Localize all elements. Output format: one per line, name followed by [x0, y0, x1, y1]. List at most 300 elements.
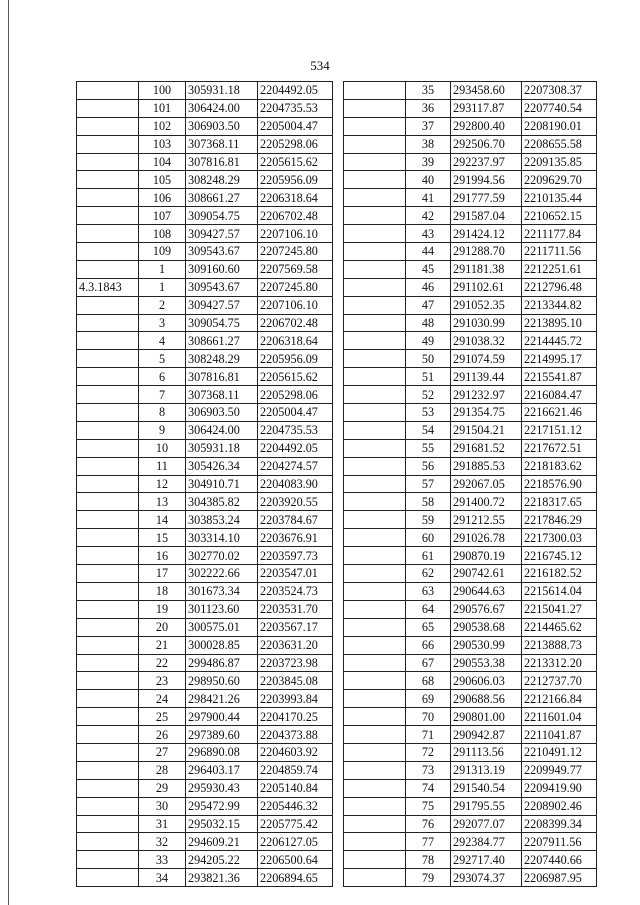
x-coordinate-cell: 291038.32	[451, 332, 522, 350]
y-coordinate-cell: 2211601.04	[522, 708, 597, 726]
y-coordinate-cell: 2213344.82	[522, 296, 597, 314]
x-coordinate-cell: 293117.87	[451, 99, 522, 117]
x-coordinate-cell: 309054.75	[186, 207, 258, 225]
point-number-cell: 5	[139, 350, 186, 368]
y-coordinate-cell: 2218317.65	[522, 493, 597, 511]
y-coordinate-cell: 2203631.20	[258, 636, 333, 654]
x-coordinate-cell: 290530.99	[451, 636, 522, 654]
x-coordinate-cell: 301673.34	[186, 582, 258, 600]
x-coordinate-cell: 291994.56	[451, 171, 522, 189]
point-number-cell: 18	[139, 582, 186, 600]
point-number-cell: 102	[139, 117, 186, 135]
point-number-cell: 30	[139, 797, 186, 815]
date-cell	[77, 350, 139, 368]
point-number-cell: 63	[406, 582, 451, 600]
y-coordinate-cell: 2210652.15	[522, 207, 597, 225]
point-number-cell: 11	[139, 457, 186, 475]
table-row	[77, 386, 333, 404]
x-coordinate-cell: 290742.61	[451, 565, 522, 583]
point-number-cell: 29	[139, 779, 186, 797]
date-cell	[344, 600, 406, 618]
table-row	[344, 851, 597, 869]
x-coordinate-cell: 304385.82	[186, 493, 258, 511]
table-row	[77, 636, 333, 654]
date-cell	[77, 439, 139, 457]
date-cell	[344, 457, 406, 475]
date-cell	[344, 708, 406, 726]
table-row	[77, 171, 333, 189]
date-cell	[77, 779, 139, 797]
y-coordinate-cell: 2203567.17	[258, 618, 333, 636]
date-cell	[344, 278, 406, 296]
y-coordinate-cell: 2203524.73	[258, 582, 333, 600]
point-number-cell: 51	[406, 368, 451, 386]
point-number-cell: 22	[139, 654, 186, 672]
point-number-cell: 44	[406, 243, 451, 261]
table-row	[344, 779, 597, 797]
date-cell	[344, 815, 406, 833]
point-number-cell: 16	[139, 547, 186, 565]
date-cell	[77, 135, 139, 153]
date-cell	[344, 636, 406, 654]
table-row	[77, 207, 333, 225]
x-coordinate-cell: 291052.35	[451, 296, 522, 314]
y-coordinate-cell: 2212737.70	[522, 672, 597, 690]
point-number-cell: 46	[406, 278, 451, 296]
y-coordinate-cell: 2206702.48	[258, 207, 333, 225]
date-cell	[344, 225, 406, 243]
point-number-cell: 71	[406, 726, 451, 744]
x-coordinate-cell: 291681.52	[451, 439, 522, 457]
y-coordinate-cell: 2203676.91	[258, 529, 333, 547]
date-cell	[344, 761, 406, 779]
y-coordinate-cell: 2206500.64	[258, 851, 333, 869]
table-row	[344, 690, 597, 708]
x-coordinate-cell: 308661.27	[186, 332, 258, 350]
y-coordinate-cell: 2203784.67	[258, 511, 333, 529]
table-row	[77, 708, 333, 726]
table-row	[77, 815, 333, 833]
table-row	[344, 278, 597, 296]
x-coordinate-cell: 293458.60	[451, 82, 522, 100]
date-cell	[77, 243, 139, 261]
y-coordinate-cell: 2204373.88	[258, 726, 333, 744]
y-coordinate-cell: 2205956.09	[258, 171, 333, 189]
table-row	[344, 439, 597, 457]
point-number-cell: 68	[406, 672, 451, 690]
date-cell	[77, 386, 139, 404]
table-row	[344, 171, 597, 189]
date-cell	[77, 726, 139, 744]
x-coordinate-cell: 290688.56	[451, 690, 522, 708]
date-cell	[344, 189, 406, 207]
table-row	[77, 618, 333, 636]
y-coordinate-cell: 2211177.84	[522, 225, 597, 243]
x-coordinate-cell: 297389.60	[186, 726, 258, 744]
point-number-cell: 60	[406, 529, 451, 547]
y-coordinate-cell: 2218183.62	[522, 457, 597, 475]
x-coordinate-cell: 290644.63	[451, 582, 522, 600]
x-coordinate-cell: 305426.34	[186, 457, 258, 475]
date-cell	[344, 135, 406, 153]
date-cell	[77, 511, 139, 529]
date-cell	[77, 189, 139, 207]
table-row	[77, 654, 333, 672]
point-number-cell: 32	[139, 833, 186, 851]
x-coordinate-cell: 291113.56	[451, 743, 522, 761]
y-coordinate-cell: 2207740.54	[522, 99, 597, 117]
point-number-cell: 42	[406, 207, 451, 225]
y-coordinate-cell: 2217846.29	[522, 511, 597, 529]
date-cell	[344, 296, 406, 314]
point-number-cell: 36	[406, 99, 451, 117]
point-number-cell: 69	[406, 690, 451, 708]
point-number-cell: 48	[406, 314, 451, 332]
point-number-cell: 14	[139, 511, 186, 529]
table-row	[77, 278, 333, 296]
point-number-cell: 79	[406, 869, 451, 887]
table-row	[344, 493, 597, 511]
y-coordinate-cell: 2206702.48	[258, 314, 333, 332]
y-coordinate-cell: 2218576.90	[522, 475, 597, 493]
table-row	[344, 457, 597, 475]
point-number-cell: 76	[406, 815, 451, 833]
point-number-cell: 20	[139, 618, 186, 636]
x-coordinate-cell: 290538.68	[451, 618, 522, 636]
date-cell	[77, 368, 139, 386]
table-row	[344, 135, 597, 153]
date-cell	[77, 547, 139, 565]
x-coordinate-cell: 292800.40	[451, 117, 522, 135]
date-cell	[77, 153, 139, 171]
date-cell	[344, 260, 406, 278]
point-number-cell: 49	[406, 332, 451, 350]
point-number-cell: 4	[139, 332, 186, 350]
date-cell	[344, 493, 406, 511]
table-row	[344, 368, 597, 386]
y-coordinate-cell: 2206318.64	[258, 189, 333, 207]
table-row	[344, 332, 597, 350]
point-number-cell: 7	[139, 386, 186, 404]
point-number-cell: 41	[406, 189, 451, 207]
x-coordinate-cell: 302770.02	[186, 547, 258, 565]
x-coordinate-cell: 291181.38	[451, 260, 522, 278]
x-coordinate-cell: 291026.78	[451, 529, 522, 547]
date-cell	[344, 332, 406, 350]
y-coordinate-cell: 2205298.06	[258, 386, 333, 404]
point-number-cell: 54	[406, 421, 451, 439]
point-number-cell: 106	[139, 189, 186, 207]
table-row	[77, 672, 333, 690]
table-row	[344, 797, 597, 815]
table-row	[344, 761, 597, 779]
table-row	[77, 332, 333, 350]
date-cell	[344, 690, 406, 708]
table-row	[77, 493, 333, 511]
table-row	[344, 708, 597, 726]
x-coordinate-cell: 305931.18	[186, 439, 258, 457]
table-row	[77, 457, 333, 475]
table-row	[344, 314, 597, 332]
point-number-cell: 35	[406, 82, 451, 100]
x-coordinate-cell: 291777.59	[451, 189, 522, 207]
y-coordinate-cell: 2205004.47	[258, 117, 333, 135]
y-coordinate-cell: 2206127.05	[258, 833, 333, 851]
y-coordinate-cell: 2217672.51	[522, 439, 597, 457]
point-number-cell: 27	[139, 743, 186, 761]
y-coordinate-cell: 2211711.56	[522, 243, 597, 261]
table-row	[77, 475, 333, 493]
date-cell	[344, 582, 406, 600]
table-row	[344, 743, 597, 761]
date-cell	[77, 815, 139, 833]
date-cell	[77, 260, 139, 278]
y-coordinate-cell: 2212166.84	[522, 690, 597, 708]
x-coordinate-cell: 290942.87	[451, 726, 522, 744]
x-coordinate-cell: 300575.01	[186, 618, 258, 636]
table-row	[77, 869, 333, 887]
table-row	[77, 189, 333, 207]
date-cell	[77, 207, 139, 225]
y-coordinate-cell: 2216084.47	[522, 386, 597, 404]
table-row	[344, 654, 597, 672]
date-cell	[77, 833, 139, 851]
table-row	[344, 547, 597, 565]
date-cell	[77, 82, 139, 100]
y-coordinate-cell: 2203597.73	[258, 547, 333, 565]
table-row	[344, 99, 597, 117]
x-coordinate-cell: 291354.75	[451, 404, 522, 422]
x-coordinate-cell: 292384.77	[451, 833, 522, 851]
y-coordinate-cell: 2208190.01	[522, 117, 597, 135]
point-number-cell: 8	[139, 404, 186, 422]
x-coordinate-cell: 309427.57	[186, 296, 258, 314]
x-coordinate-cell: 291504.21	[451, 421, 522, 439]
date-cell	[344, 99, 406, 117]
y-coordinate-cell: 2203547.01	[258, 565, 333, 583]
x-coordinate-cell: 291587.04	[451, 207, 522, 225]
point-number-cell: 47	[406, 296, 451, 314]
y-coordinate-cell: 2203531.70	[258, 600, 333, 618]
y-coordinate-cell: 2207245.80	[258, 243, 333, 261]
y-coordinate-cell: 2203920.55	[258, 493, 333, 511]
date-cell	[344, 779, 406, 797]
table-row	[77, 243, 333, 261]
table-row	[344, 225, 597, 243]
x-coordinate-cell: 302222.66	[186, 565, 258, 583]
x-coordinate-cell: 290870.19	[451, 547, 522, 565]
date-cell	[344, 618, 406, 636]
date-cell	[77, 797, 139, 815]
table-row	[344, 636, 597, 654]
table-row	[344, 529, 597, 547]
date-cell	[77, 690, 139, 708]
y-coordinate-cell: 2211041.87	[522, 726, 597, 744]
x-coordinate-cell: 291400.72	[451, 493, 522, 511]
y-coordinate-cell: 2216745.12	[522, 547, 597, 565]
x-coordinate-cell: 295930.43	[186, 779, 258, 797]
table-row	[344, 672, 597, 690]
table-row	[77, 439, 333, 457]
date-cell	[344, 475, 406, 493]
point-number-cell: 75	[406, 797, 451, 815]
point-number-cell: 19	[139, 600, 186, 618]
date-cell	[77, 314, 139, 332]
x-coordinate-cell: 294609.21	[186, 833, 258, 851]
point-number-cell: 34	[139, 869, 186, 887]
point-number-cell: 105	[139, 171, 186, 189]
point-number-cell: 31	[139, 815, 186, 833]
date-cell	[344, 547, 406, 565]
date-cell	[77, 654, 139, 672]
y-coordinate-cell: 2207106.10	[258, 225, 333, 243]
y-coordinate-cell: 2217300.03	[522, 529, 597, 547]
table-row	[77, 368, 333, 386]
point-number-cell: 3	[139, 314, 186, 332]
y-coordinate-cell: 2210491.12	[522, 743, 597, 761]
x-coordinate-cell: 293074.37	[451, 869, 522, 887]
table-row	[77, 690, 333, 708]
date-cell: 4.3.1843	[77, 278, 139, 296]
table-row	[77, 726, 333, 744]
date-cell	[77, 618, 139, 636]
table-row	[344, 82, 597, 100]
date-cell	[344, 797, 406, 815]
point-number-cell: 33	[139, 851, 186, 869]
y-coordinate-cell: 2208902.46	[522, 797, 597, 815]
point-number-cell: 39	[406, 153, 451, 171]
x-coordinate-cell: 291030.99	[451, 314, 522, 332]
y-coordinate-cell: 2203993.84	[258, 690, 333, 708]
date-cell	[77, 708, 139, 726]
x-coordinate-cell: 291885.53	[451, 457, 522, 475]
y-coordinate-cell: 2209135.85	[522, 153, 597, 171]
coordinate-table-right	[343, 81, 597, 887]
y-coordinate-cell: 2207245.80	[258, 278, 333, 296]
date-cell	[344, 511, 406, 529]
y-coordinate-cell: 2204492.05	[258, 439, 333, 457]
y-coordinate-cell: 2205615.62	[258, 153, 333, 171]
y-coordinate-cell: 2214465.62	[522, 618, 597, 636]
table-row	[344, 243, 597, 261]
x-coordinate-cell: 307368.11	[186, 386, 258, 404]
point-number-cell: 2	[139, 296, 186, 314]
date-cell	[77, 851, 139, 869]
y-coordinate-cell: 2212251.61	[522, 260, 597, 278]
page-number: 534	[310, 58, 330, 73]
x-coordinate-cell: 301123.60	[186, 600, 258, 618]
date-cell	[77, 565, 139, 583]
date-cell	[77, 743, 139, 761]
y-coordinate-cell: 2209629.70	[522, 171, 597, 189]
date-cell	[344, 314, 406, 332]
point-number-cell: 23	[139, 672, 186, 690]
x-coordinate-cell: 298421.26	[186, 690, 258, 708]
table-row	[344, 153, 597, 171]
date-cell	[344, 529, 406, 547]
x-coordinate-cell: 304910.71	[186, 475, 258, 493]
x-coordinate-cell: 300028.85	[186, 636, 258, 654]
date-cell	[344, 82, 406, 100]
table-row	[344, 600, 597, 618]
y-coordinate-cell: 2206894.65	[258, 869, 333, 887]
table-row	[77, 421, 333, 439]
x-coordinate-cell: 291540.54	[451, 779, 522, 797]
point-number-cell: 45	[406, 260, 451, 278]
x-coordinate-cell: 303314.10	[186, 529, 258, 547]
y-coordinate-cell: 2205004.47	[258, 404, 333, 422]
date-cell	[344, 350, 406, 368]
y-coordinate-cell: 2212796.48	[522, 278, 597, 296]
date-cell	[77, 225, 139, 243]
table-row	[344, 207, 597, 225]
date-cell	[344, 207, 406, 225]
point-number-cell: 55	[406, 439, 451, 457]
x-coordinate-cell: 290606.03	[451, 672, 522, 690]
point-number-cell: 43	[406, 225, 451, 243]
point-number-cell: 64	[406, 600, 451, 618]
date-cell	[77, 99, 139, 117]
x-coordinate-cell: 295472.99	[186, 797, 258, 815]
y-coordinate-cell: 2204274.57	[258, 457, 333, 475]
point-number-cell: 10	[139, 439, 186, 457]
y-coordinate-cell: 2203723.98	[258, 654, 333, 672]
date-cell	[77, 296, 139, 314]
point-number-cell: 56	[406, 457, 451, 475]
coordinate-table-left	[76, 81, 333, 887]
table-row	[77, 761, 333, 779]
table-row	[77, 82, 333, 100]
y-coordinate-cell: 2206318.64	[258, 332, 333, 350]
y-coordinate-cell: 2215614.04	[522, 582, 597, 600]
point-number-cell: 1	[139, 260, 186, 278]
date-cell	[77, 332, 139, 350]
point-number-cell: 109	[139, 243, 186, 261]
point-number-cell: 15	[139, 529, 186, 547]
y-coordinate-cell: 2216621.46	[522, 404, 597, 422]
y-coordinate-cell: 2215541.87	[522, 368, 597, 386]
x-coordinate-cell: 307368.11	[186, 135, 258, 153]
table-row	[77, 565, 333, 583]
table-row	[344, 815, 597, 833]
date-cell	[344, 421, 406, 439]
point-number-cell: 73	[406, 761, 451, 779]
x-coordinate-cell: 306424.00	[186, 99, 258, 117]
table-row	[77, 851, 333, 869]
point-number-cell: 108	[139, 225, 186, 243]
table-row	[77, 404, 333, 422]
date-cell	[344, 171, 406, 189]
x-coordinate-cell: 292717.40	[451, 851, 522, 869]
point-number-cell: 101	[139, 99, 186, 117]
x-coordinate-cell: 291424.12	[451, 225, 522, 243]
y-coordinate-cell: 2204603.92	[258, 743, 333, 761]
point-number-cell: 17	[139, 565, 186, 583]
point-number-cell: 6	[139, 368, 186, 386]
x-coordinate-cell: 292506.70	[451, 135, 522, 153]
y-coordinate-cell: 2205140.84	[258, 779, 333, 797]
x-coordinate-cell: 293821.36	[186, 869, 258, 887]
point-number-cell: 25	[139, 708, 186, 726]
point-number-cell: 58	[406, 493, 451, 511]
x-coordinate-cell: 309543.67	[186, 278, 258, 296]
point-number-cell: 52	[406, 386, 451, 404]
point-number-cell: 107	[139, 207, 186, 225]
table-row	[344, 296, 597, 314]
y-coordinate-cell: 2209419.90	[522, 779, 597, 797]
x-coordinate-cell: 291795.55	[451, 797, 522, 815]
y-coordinate-cell: 2204492.05	[258, 82, 333, 100]
